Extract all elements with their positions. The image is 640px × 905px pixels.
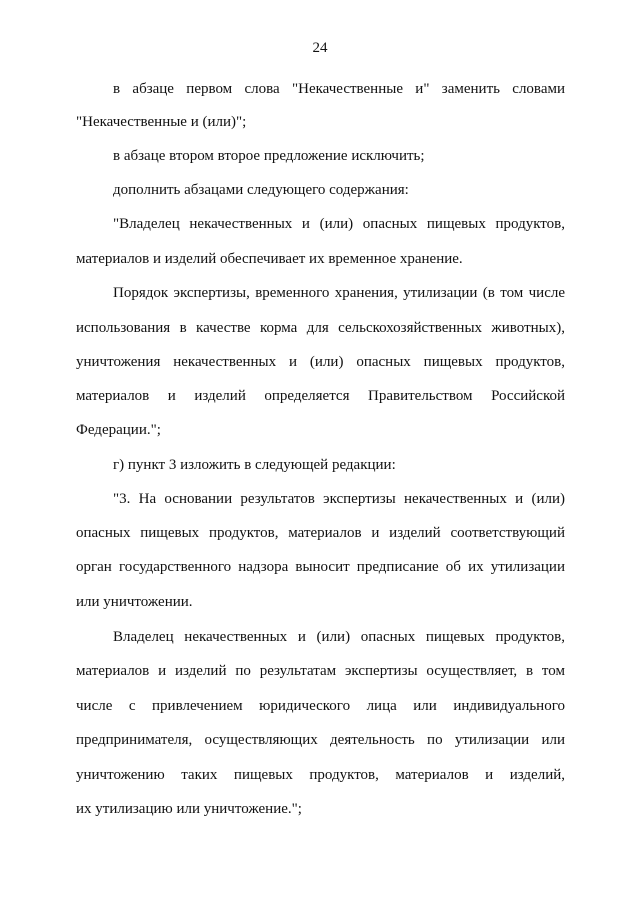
paragraph-line: "Владелец некачественных и (или) опасных пищевых продуктов,	[113, 216, 565, 232]
paragraph-line: Федерации.";	[76, 422, 161, 438]
paragraph-line: в абзаце первом слова "Некачественные и" заменить словами	[113, 81, 565, 97]
paragraph-line: материалов и изделий по результатам экспертизы осуществляет, в том	[76, 663, 565, 679]
paragraph-line: орган государственного надзора выносит предписание об их утилизации	[76, 559, 565, 575]
paragraph-line: использования в качестве корма для сельскохозяйственных животных),	[76, 320, 565, 336]
paragraph-line: материалов и изделий обеспечивает их временное хранение.	[76, 251, 463, 267]
paragraph-line: уничтожению таких пищевых продуктов, материалов и изделий,	[76, 767, 565, 783]
paragraph-line: числе с привлечением юридического лица или индивидуального	[76, 698, 565, 714]
paragraph-line: "Некачественные и (или)";	[76, 114, 247, 130]
paragraph-line: их утилизацию или уничтожение.";	[76, 801, 302, 817]
paragraph-line: "3. На основании результатов экспертизы некачественных и (или)	[113, 491, 565, 507]
paragraph-line: Порядок экспертизы, временного хранения, утилизации (в том числе	[113, 285, 565, 301]
paragraph-line: уничтожения некачественных и (или) опасных пищевых продуктов,	[76, 354, 565, 370]
paragraph-line: предпринимателя, осуществляющих деятельность по утилизации или	[76, 732, 565, 748]
paragraph-line: дополнить абзацами следующего содержания:	[113, 182, 409, 198]
page-number: 24	[312, 40, 328, 56]
paragraph-line: г) пункт 3 изложить в следующей редакции:	[113, 457, 396, 473]
paragraph-line: или уничтожении.	[76, 594, 193, 610]
paragraph-line: опасных пищевых продуктов, материалов и изделий соответствующий	[76, 525, 565, 541]
paragraph-line: Владелец некачественных и (или) опасных пищевых продуктов,	[113, 629, 565, 645]
paragraph-line: материалов и изделий определяется Правительством Российской	[76, 388, 565, 404]
paragraph-line: в абзаце втором второе предложение исключить;	[113, 148, 425, 164]
